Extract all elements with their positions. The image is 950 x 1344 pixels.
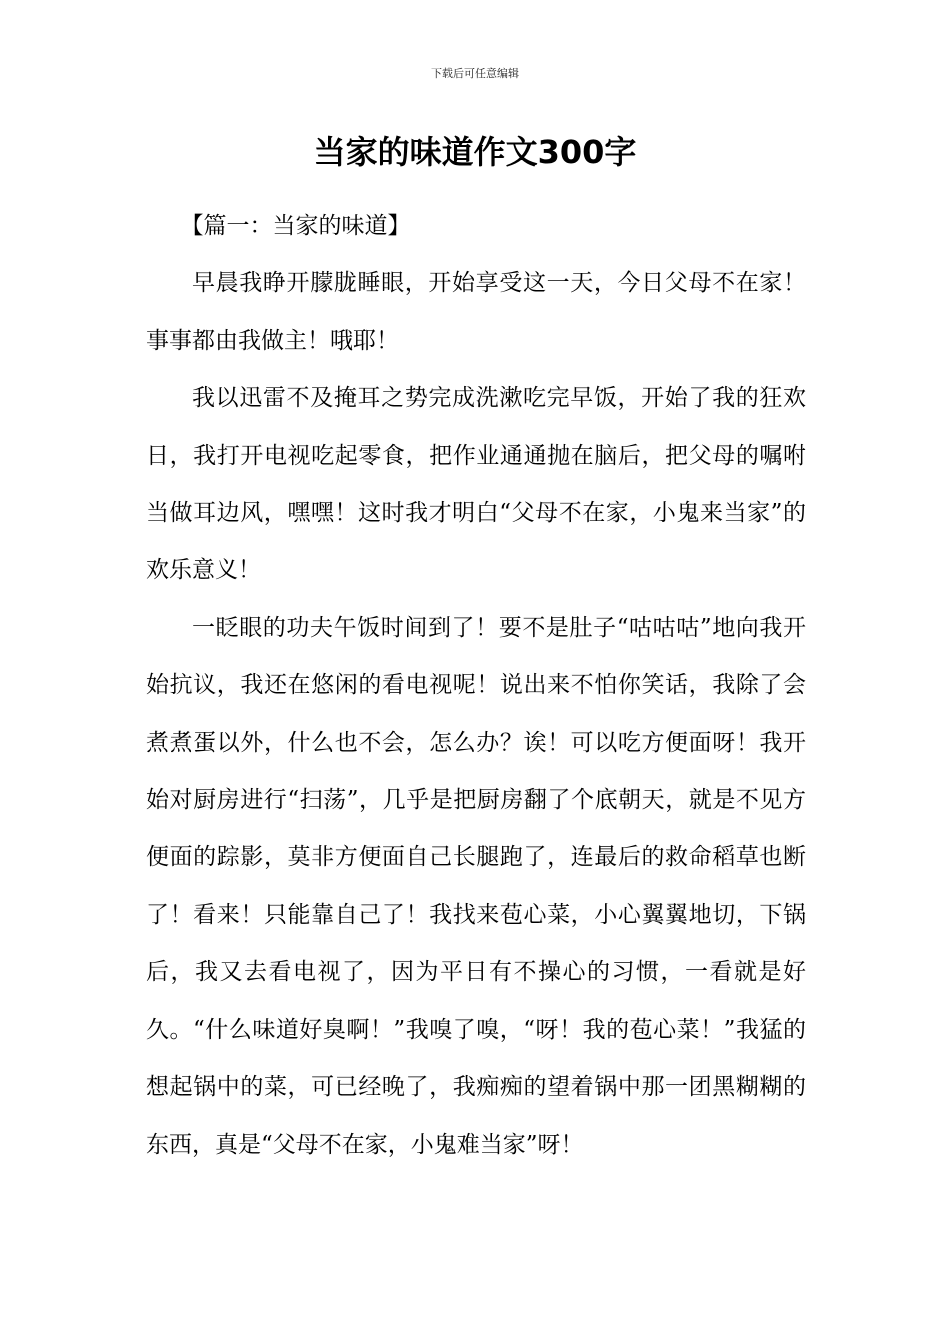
page-header-note: 下载后可任意编辑 bbox=[431, 67, 519, 80]
document-body bbox=[146, 198, 806, 1174]
paragraph-3: 一眨眼的功夫午饭时间到了！要不是肚子“咕咕咕”地向我开始抗议，我还在悠闲的看电视呢！说出来不怕你笑话，我除了会煮煮蛋以外，什么也不会，怎么办？诶！可以吃方便面呀！我开始对厨房进行“扫荡”，几乎是把厨房翻了个底朝天，就是不见方便面的踪影，莫非方便面自己长腿跑了，连最后的救命稻草也断了！看来！只能靠自己了！我找来苞心菜，小心翼翼地切，下锅后，我又去看电视了，因为平日有不操心的习惯，一看就是好久。“什么味道好臭啊！”我嗅了嗅，“呀！我的苞心菜！”我猛的想起锅中的菜，可已经晚了，我痴痴的望着锅中那一团黑糊糊的东西，真是“父母不在家，小鬼难当家”呀！ bbox=[146, 614, 806, 1158]
section-heading: 【篇一：当家的味道】 bbox=[180, 213, 411, 239]
paragraph-1: 早晨我睁开朦胧睡眼，开始享受这一天，今日父母不在家！事事都由我做主！哦耶！ bbox=[146, 270, 806, 354]
document-title: 当家的味道作文300字 bbox=[313, 133, 637, 171]
paragraph-2: 我以迅雷不及掩耳之势完成洗漱吃完早饭，开始了我的狂欢日，我打开电视吃起零食，把作业通通抛在脑后，把父母的嘱咐当做耳边风，嘿嘿！这时我才明白“父母不在家，小鬼来当家”的欢乐意义！ bbox=[146, 385, 806, 584]
